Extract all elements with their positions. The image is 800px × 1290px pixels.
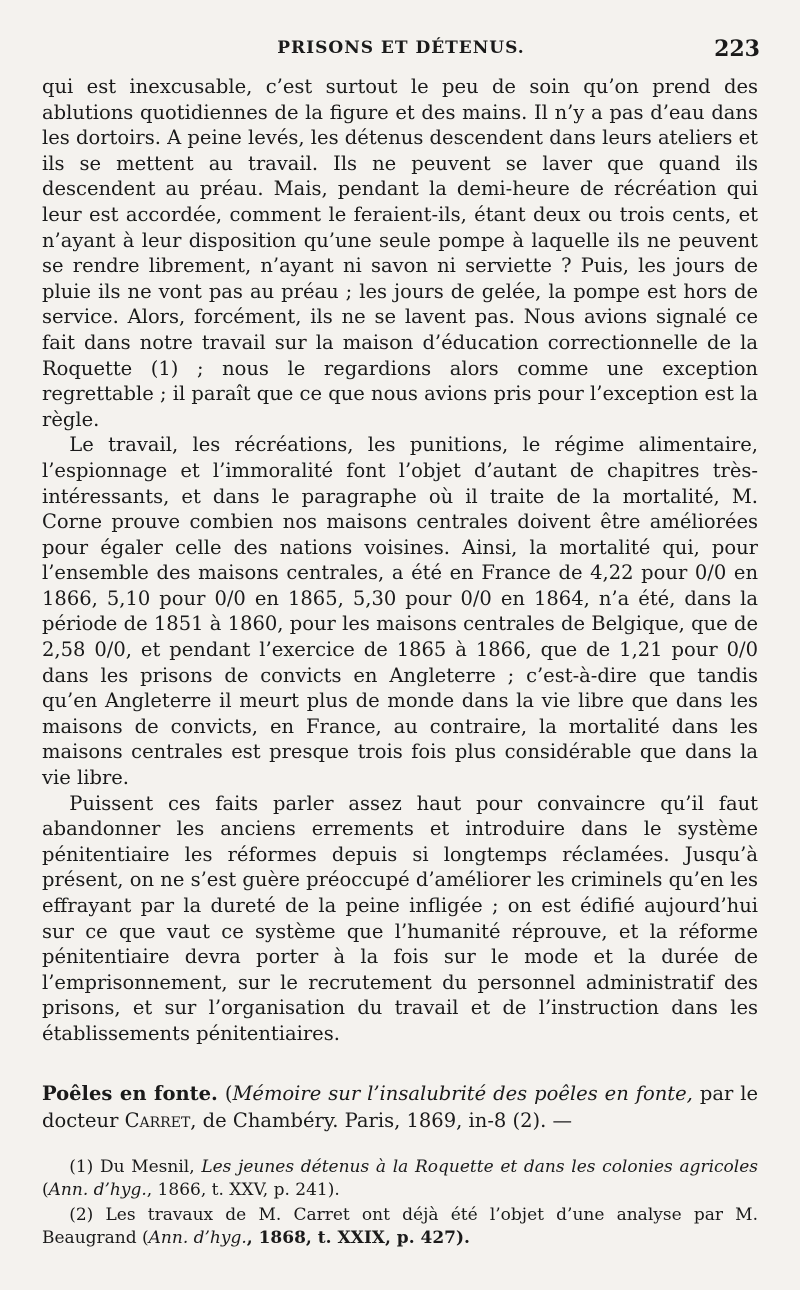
running-title: PRISONS ET DÉTENUS. xyxy=(277,38,525,58)
footnote-2-rest: , 1868, t. XXIX, p. 427). xyxy=(246,1227,470,1248)
review-heading: Poêles en fonte. xyxy=(42,1082,218,1105)
review-title: Mémoire sur l’insalubrité des poêles en fonte, xyxy=(232,1082,693,1105)
footnote-2-journal: Ann. d’hyg. xyxy=(148,1227,247,1248)
footnote-1-title: Les jeunes détenus à la Roquette et dans les colonies agricoles xyxy=(201,1157,759,1177)
footnote-1-marker: (1) Du Mesnil, xyxy=(69,1157,195,1177)
footnote-2 xyxy=(42,1204,758,1249)
footnotes xyxy=(42,1156,758,1252)
review-entry xyxy=(42,1080,758,1134)
review-open-paren: ( xyxy=(224,1082,233,1105)
review-author: Carret xyxy=(124,1109,191,1132)
paragraph-1: qui est inexcusable, c’est surtout le peu de soin qu’on prend des ablutions quotidiennes de la figure et des mains. Il n’y a pas d’eau dans les dortoirs. A peine levés, les détenus descendent dans leurs ateliers et ils se mettent au travail. Ils ne peuvent se laver que quand ils descendent au préau. Mais, pendant la demi-heure de récréation qui leur est accordée, comment le feraient-ils, étant deux ou trois cents, et n’ayant à leur disposition qu’une seule pompe à laquelle ils ne peuvent se rendre librement, n’ayant ni savon ni serviette ? Puis, les jours de pluie ils ne vont pas au préau ; les jours de gelée, la pompe est hors de service. Alors, forcément, ils ne se lavent pas. Nous avions signalé ce fait dans notre travail sur la maison d’éducation correctionnelle de la Roquette (1) ; nous le regardions alors comme une exception regrettable ; il paraît que ce que nous avions pris pour l’exception est la règle. xyxy=(42,75,758,431)
review-by: par le docteur xyxy=(42,1082,759,1132)
page-number: 223 xyxy=(714,36,760,62)
paragraph-2: Le travail, les récréations, les punitions, le régime alimentaire, l’espionnage et l’immoralité font l’objet d’autant de chapitres très-intéressants, et dans le paragraphe où il traite de la mortalité, M. Corne prouve combien nos maisons centrales doivent être améliorées pour égaler celle des nations voisines. Ainsi, la mortalité qui, pour l’ensemble des maisons centrales, a été en France de 4,22 pour 0/0 en 1866, 5,10 pour 0/0 en 1865, 5,30 pour 0/0 en 1864, n’a été, dans la période de 1851 à 1860, pour les maisons centrales de Belgique, que de 2,58 0/0, et pendant l’exercice de 1865 à 1866, que de 1,21 pour 0/0 dans les prisons de convicts en Angleterre ; c’est-à-dire que tandis qu’en Angleterre il meurt plus de monde dans la vie libre que dans les maisons de convicts, en France, au contraire, la mortalité dans les maisons centrales est presque trois fois plus considérable que dans la vie libre. xyxy=(42,433,758,790)
footnote-1-open-paren: ( xyxy=(42,1179,49,1200)
footnote-1-journal: Ann. d’hyg. xyxy=(48,1179,147,1200)
footnote-1-rest: , 1866, t. XXV, p. 241). xyxy=(146,1179,340,1200)
footnote-1 xyxy=(42,1156,758,1201)
body-text xyxy=(42,74,758,1047)
paragraph-3: Puissent ces faits parler assez haut pour convaincre qu’il faut abandonner les anciens errements et introduire dans le système pénitentiaire les réformes depuis si longtemps réclamées. Jusqu’à présent, on ne s’est guère préoccupé d’améliorer les criminels qu’en les effrayant par la dureté de la peine infligée ; on est édifié aujourd’hui sur ce que vaut ce système que l’humanité réprouve, et la réforme pénitentiaire devra porter à la fois sur le mode et la durée de l’emprisonnement, sur le recrutement du personnel administratif des prisons, et sur l’organisation du travail et de l’instruction dans les établissements pénitentiaires. xyxy=(42,791,758,1045)
footnote-2-marker: (2) Les travaux de M. Carret ont déjà été l’objet d’une analyse par M. Beaugrand ( xyxy=(42,1205,758,1248)
page-header xyxy=(42,36,760,68)
review-rest: , de Chambéry. Paris, 1869, in-8 (2). — xyxy=(190,1109,573,1132)
